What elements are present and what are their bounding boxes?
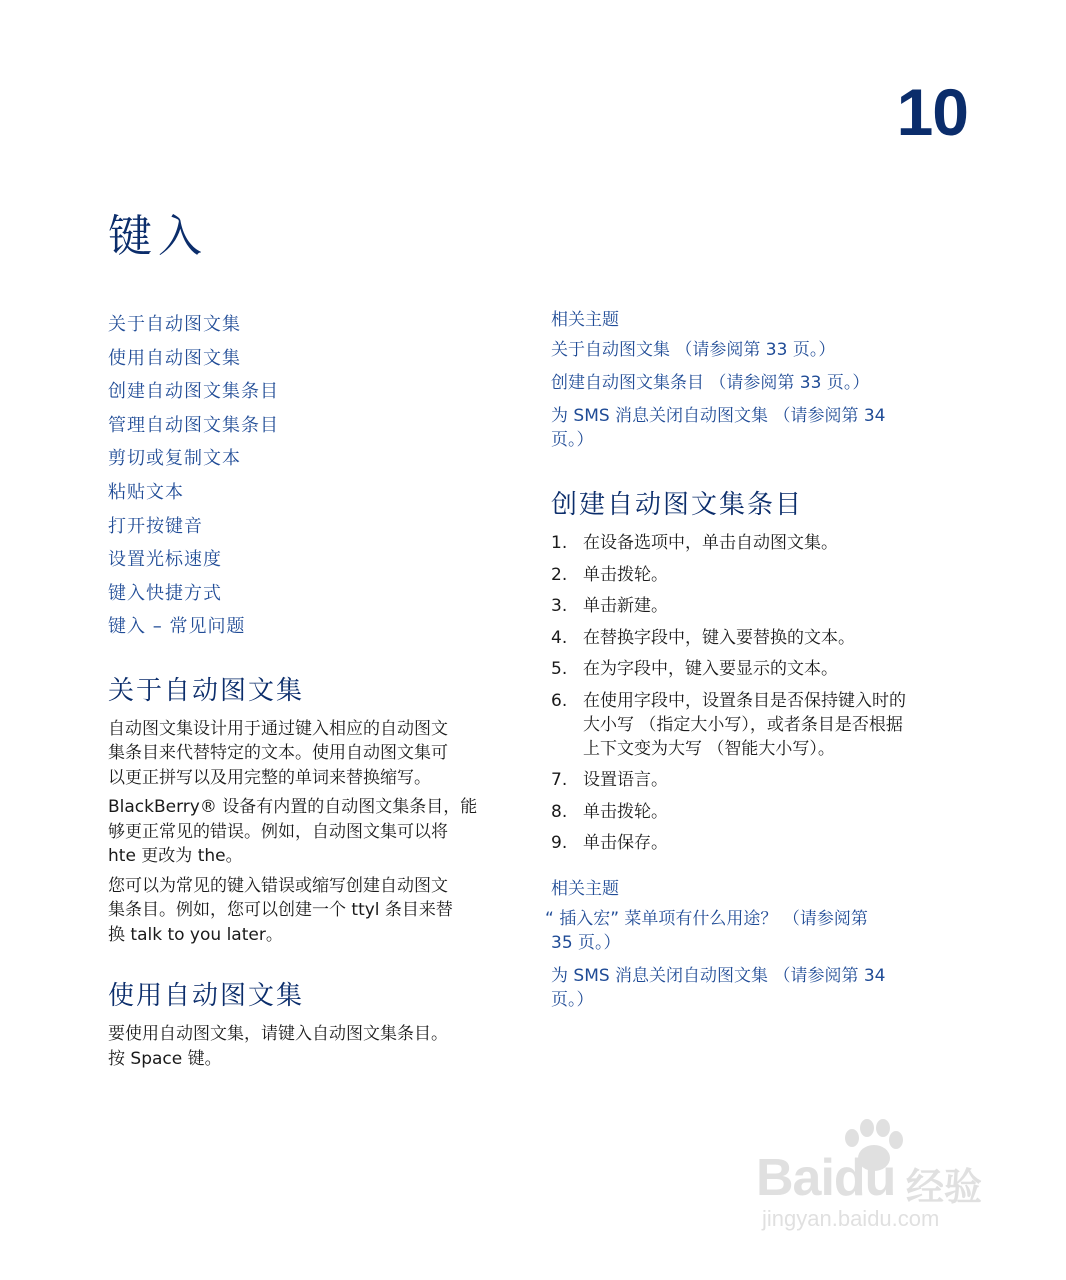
related-link-about-autotext[interactable]: 关于自动图文集 （请参阅第 33 页。）	[551, 340, 836, 360]
step-text: 单击保存。	[583, 833, 668, 853]
toc-link-key-tone[interactable]: 打开按键音	[108, 515, 203, 537]
toc-link-paste[interactable]: 粘贴文本	[108, 481, 184, 503]
watermark-brand-du: du	[833, 1149, 896, 1207]
step-item	[551, 594, 971, 618]
chapter-number: 10	[896, 75, 968, 149]
step-text: 单击新建。	[583, 596, 668, 616]
step-text: 在使用字段中，设置条目是否保持键入时的	[583, 690, 906, 711]
step-item	[551, 531, 971, 555]
text-line: 要使用自动图文集，请键入自动图文集条目。	[108, 1024, 448, 1045]
use-autotext-paragraph	[108, 1022, 508, 1071]
create-autotext-heading: 创建自动图文集条目	[551, 490, 804, 520]
step-text: 在替换字段中，键入要替换的文本。	[583, 627, 855, 648]
related-topics-top	[551, 308, 971, 452]
step-number: 9.	[551, 833, 568, 853]
link-line: 为 SMS 消息关闭自动图文集 （请参阅第 34	[551, 406, 886, 426]
step-number: 2.	[551, 564, 568, 585]
text-line: BlackBerry® 设备有内置的自动图文集条目，能	[108, 797, 478, 818]
toc-link-manage-autotext[interactable]: 管理自动图文集条目	[108, 414, 279, 436]
link-line: “ 插入宏” 菜单项有什么用途？ （请参阅第	[545, 909, 868, 929]
left-column	[108, 308, 508, 1071]
text-line: hte 更改为 the。	[108, 846, 243, 867]
related-topics-bottom	[545, 877, 971, 1012]
text-line: 集条目来代替特定的文本。使用自动图文集可	[108, 743, 448, 764]
related-topics-heading: 相关主题	[551, 310, 619, 330]
step-number: 5.	[551, 659, 568, 679]
step-item	[551, 768, 971, 792]
chapter-toc	[108, 308, 508, 644]
watermark-jingyan: 经验	[906, 1165, 983, 1209]
about-paragraph-3	[108, 874, 508, 948]
about-paragraph-1	[108, 717, 508, 791]
step-number: 6.	[551, 690, 568, 711]
about-paragraph-2	[108, 795, 508, 869]
watermark-url: jingyan.baidu.com	[762, 1206, 940, 1231]
step-text: 在为字段中，键入要显示的文本。	[583, 659, 838, 679]
step-item	[551, 831, 971, 855]
step-number: 3.	[551, 596, 568, 616]
toc-link-typing-faq[interactable]: 键入 – 常见问题	[108, 616, 246, 638]
link-line: 35 页。）	[551, 933, 621, 953]
text-line: 够更正常见的错误。例如，自动图文集可以将	[108, 821, 448, 842]
step-number: 8.	[551, 801, 568, 822]
right-column	[545, 308, 971, 1012]
step-text: 上下文变为大写 （智能大小写）。	[583, 738, 835, 759]
text-line: 自动图文集设计用于通过键入相应的自动图文	[108, 718, 448, 739]
watermark-brand-bai: Bai	[756, 1149, 834, 1207]
step-text: 大小写 （指定大小写），或者条目是否根据	[583, 714, 903, 735]
step-number: 4.	[551, 627, 568, 648]
step-number: 7.	[551, 770, 568, 790]
link-line: 页。）	[551, 990, 594, 1010]
related-link-create-autotext[interactable]: 创建自动图文集条目 （请参阅第 33 页。）	[551, 373, 870, 393]
toc-link-cursor-speed[interactable]: 设置光标速度	[108, 549, 222, 571]
step-item	[551, 563, 971, 587]
related-link-sms-autotext[interactable]	[551, 404, 971, 452]
toc-link-use-autotext[interactable]: 使用自动图文集	[108, 347, 241, 369]
step-text: 设置语言。	[583, 770, 668, 790]
step-text: 在设备选项中，单击自动图文集。	[583, 533, 838, 553]
about-autotext-heading: 关于自动图文集	[108, 675, 305, 706]
link-line: 页。）	[551, 430, 594, 450]
text-line: 换 talk to you later。	[108, 924, 283, 945]
step-item	[551, 626, 971, 650]
text-line: 您可以为常见的键入错误或缩写创建自动图文	[108, 875, 448, 896]
step-text: 单击拨轮。	[583, 801, 668, 822]
related-topics-heading: 相关主题	[551, 879, 619, 899]
text-line: 按 Space 键。	[108, 1048, 222, 1069]
toc-link-typing-shortcuts[interactable]: 键入快捷方式	[108, 582, 222, 604]
related-link-insert-macro[interactable]	[545, 907, 971, 955]
toc-link-about-autotext[interactable]: 关于自动图文集	[108, 314, 241, 335]
step-item	[551, 800, 971, 824]
baidu-jingyan-watermark	[756, 1118, 1006, 1238]
chapter-title: 键入	[108, 211, 208, 262]
step-number: 1.	[551, 533, 568, 553]
use-autotext-heading: 使用自动图文集	[108, 981, 305, 1012]
step-text: 单击拨轮。	[583, 564, 668, 585]
text-line: 以更正拼写以及用完整的单词来替换缩写。	[108, 767, 431, 788]
link-line: 为 SMS 消息关闭自动图文集 （请参阅第 34	[551, 966, 886, 986]
step-item	[551, 657, 971, 681]
related-link-sms-autotext[interactable]	[551, 964, 971, 1012]
create-autotext-steps	[551, 531, 971, 855]
text-line: 集条目。例如，您可以创建一个 ttyl 条目来替	[108, 900, 453, 921]
toc-link-create-autotext[interactable]: 创建自动图文集条目	[108, 381, 279, 403]
watermark-brand	[756, 1148, 895, 1208]
step-item	[551, 689, 971, 761]
toc-link-cut-copy[interactable]: 剪切或复制文本	[108, 448, 241, 470]
